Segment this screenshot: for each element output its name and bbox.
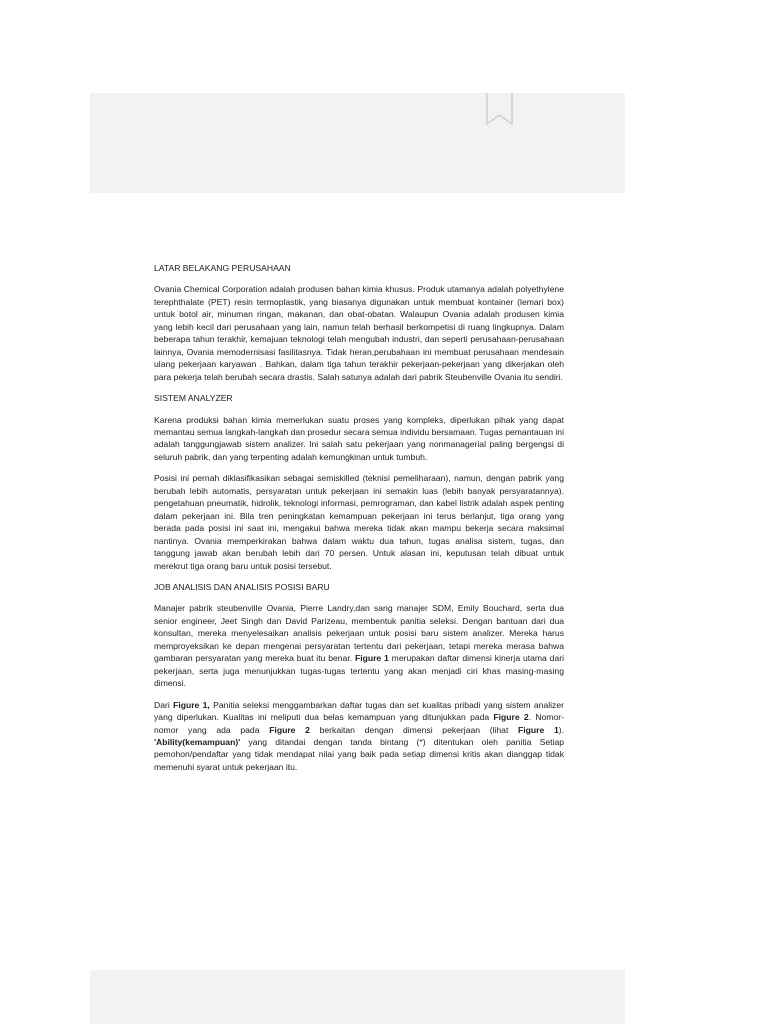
bold-text: 'Ability(kemampuan)' — [154, 736, 241, 747]
text-run: merupakan daftar dimensi kinerja utama dari pekerjaan, serta juga menunjukkan tugas-tugas tertentu yang akan menjadi ciri khas masing-masing dimensi. — [154, 653, 564, 689]
section-heading: JOB ANALISIS DAN ANALISIS POSISI BARU — [154, 581, 330, 592]
bold-text: Figure 2 — [269, 724, 310, 735]
page-bottom-margin — [90, 970, 625, 1024]
text-run: Panitia seleksi menggambarkan daftar tugas dan set kualitas pribadi yang sistem analizer yang diperlukan. Kualitas ini meliputi dua belas kemampuan yang ditunjukkan pada — [154, 699, 564, 723]
paragraph — [154, 699, 564, 774]
bookmark-icon[interactable] — [486, 93, 513, 126]
text-run: Ovania Chemical Corporation adalah produsen bahan kimia khusus. Produk utamanya adalah polyethylene terephthalate (PET) resin termoplastik, yang biasanya digunakan untuk membuat kontainer (lemari box) untuk botol air, minuman ringan, makanan, dan obat-obatan. Walaupun Ovania adalah produsen kimia yang lebih kecil dari perusahaan yang lain, namun telah berhasil berkompetisi di ruang lingkupnya. Dalam beberapa tahun terakhir, kemajuan teknologi telah mengubah industri, dan seperti perusahaan-perusahaan lainnya, Ovania memodernisasi fasilitasnya. Tidak heran,perubahaan ini membuat perusahaan mendesain ulang pekerjaan karyawan . Bahkan, dalam tiga tahun terakhir pekerjaan-pekerjaan yang dikerjakan oleh para pekerja telah berubah secara drastis. Salah satunya adalah dari pabrik Steubenville Ovania itu sendiri. — [154, 284, 564, 382]
bold-text: Figure 1 — [518, 724, 559, 735]
paragraph — [154, 472, 564, 572]
page-top-margin — [90, 93, 625, 193]
section-heading: SISTEM ANALYZER — [154, 393, 233, 404]
bold-text: Figure 1 — [354, 653, 389, 664]
text-run: Manajer pabrik steubenville Ovania, Pierre Landry,dan sang manajer SDM, Emily Bouchard, serta dua senior engineer, Jeet Singh dan David Parizeau, membentuk panitia seleksi. Dengan bantuan dari dua konsultan, mereka menyelesaikan analisis pekerjaan untuk posisi baru sistem analizer. Mereka harus memproyeksikan ke depan mengenai persyaratan tertentu dari pekerjaan, tetapi mereka merasa bahwa gambaran persyaratan yang mereka buat itu benar. — [154, 603, 564, 664]
section-heading: LATAR BELAKANG PERUSAHAAN — [154, 263, 291, 273]
bold-text: Figure 1, — [173, 699, 210, 710]
paragraph — [154, 602, 564, 689]
text-run: Dari — [154, 699, 174, 710]
text-run: yang ditandai dengan tanda bintang (*) ditentukan oleh panitia Setiap pemohon/pendaftar yang tidak mendapat nilai yang baik pada setiap dimensi kritis akan dianggap tidak memenuhi syarat untuk pekerjaan itu. — [154, 736, 564, 772]
bold-text: Figure 2 — [493, 712, 529, 723]
document-body — [154, 262, 564, 782]
text-run: berkaitan dengan dimensi pekerjaan (lihat — [309, 724, 519, 735]
text-run: Karena produksi bahan kimia memerlukan suatu proses yang kompleks, diperlukan pihak yang dapat memantau semua langkah-langkah dan prosedur secara semua individu bersamaan. Tugas pemantauan ini adalah tanggungjawab sistem analizer. Ini salah satu pekerjaan yang nonmanagerial paling bergengsi di seluruh pabrik, dan yang terpenting adalah kemungkinan untuk tumbuh. — [154, 414, 564, 462]
text-run: Posisi ini pernah diklasifikasikan sebagai semiskilled (teknisi pemeliharaan), namun, dengan pabrik yang berubah lebih automatis, persyaratan untuk pekerjaan ini semakin luas (lebih banyak persyaratannya). pengetahuan pneumatik, hidrolik, teknologi informasi, pemrograman, dan kabel listrik adalah aspek penting dalam pekerjaan ini. Bila tren peningkatan kemampuan pekerjaan ini terus berlanjut, tiga orang yang berada pada posisi ini saat ini, mengakui bahwa mereka tidak akan mampu bekerja secara maksimal nantinya. Ovania memperkirakan bahwa dalam waktu dua tahun, tugas analisa sistem, tugas, dan tanggung jawab akan berubah lebih dari 70 persen. Untuk alasan ini, keputusan telah dibuat untuk merekrut tiga orang baru untuk posisi tersebut. — [154, 473, 564, 571]
paragraph — [154, 414, 564, 464]
paragraph — [154, 283, 564, 383]
text-run: . Nomor-nomor yang ada pada — [154, 712, 564, 735]
text-run: ). — [558, 724, 565, 735]
